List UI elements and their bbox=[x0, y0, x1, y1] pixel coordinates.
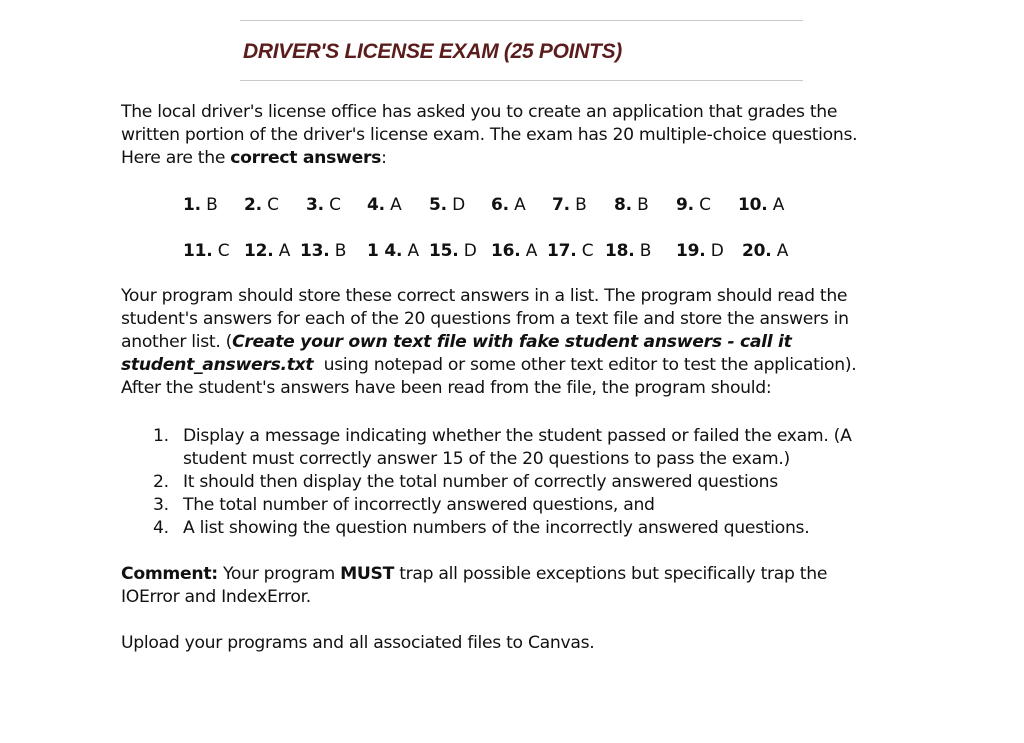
answer-letter: D bbox=[452, 195, 465, 215]
answer-letter: B bbox=[637, 195, 649, 215]
list-item-line: A list showing the question numbers of the incorrectly answered questions. bbox=[183, 518, 810, 538]
answer-item bbox=[306, 193, 341, 217]
program-paragraph bbox=[121, 285, 921, 400]
question-number: 16. bbox=[491, 241, 521, 261]
program-line bbox=[121, 331, 921, 354]
title-bottom-rule bbox=[240, 80, 803, 81]
question-number: 20. bbox=[742, 241, 772, 261]
answer-item bbox=[429, 239, 477, 263]
answer-item bbox=[547, 239, 593, 263]
program-line: After the student's answers have been read from the file, the program should: bbox=[121, 378, 772, 398]
comment-label: Comment: bbox=[121, 564, 218, 584]
requirements-list bbox=[148, 425, 938, 540]
list-item bbox=[148, 517, 938, 540]
answer-letter: A bbox=[776, 241, 789, 261]
answer-letter: B bbox=[206, 195, 218, 215]
comment-line: IOError and IndexError. bbox=[121, 587, 311, 607]
question-number: 7. bbox=[552, 195, 570, 215]
answer-item bbox=[614, 193, 649, 217]
question-number: 10. bbox=[738, 195, 768, 215]
question-number: 19. bbox=[676, 241, 706, 261]
answer-item bbox=[491, 193, 526, 217]
comment-paragraph bbox=[121, 563, 921, 609]
intro-paragraph bbox=[121, 101, 921, 170]
answer-letter: C bbox=[581, 241, 594, 261]
answer-item bbox=[367, 239, 419, 263]
program-text: using notepad or some other text editor to test the application). bbox=[313, 355, 857, 375]
comment-text: Your program bbox=[217, 564, 341, 584]
correct-answers-label: correct answers bbox=[230, 148, 382, 168]
answer-item bbox=[605, 239, 651, 263]
answer-letter: A bbox=[514, 195, 526, 215]
answer-letter: A bbox=[407, 241, 419, 261]
answer-item bbox=[742, 239, 788, 263]
answer-letter: A bbox=[278, 241, 291, 261]
answer-letter: C bbox=[329, 195, 341, 215]
program-line bbox=[121, 354, 921, 377]
answer-item bbox=[491, 239, 537, 263]
question-number: 13. bbox=[300, 241, 330, 261]
answer-letter: C bbox=[699, 195, 711, 215]
program-line: Your program should store these correct answers in a list. The program should read the bbox=[121, 286, 848, 306]
question-number: 11. bbox=[183, 241, 213, 261]
answer-letter: C bbox=[217, 241, 230, 261]
program-line: student's answers for each of the 20 questions from a text file and store the answers in bbox=[121, 309, 849, 329]
answer-item bbox=[183, 239, 229, 263]
answer-letter: A bbox=[772, 195, 785, 215]
answer-item bbox=[367, 193, 402, 217]
program-text: another list. ( bbox=[121, 332, 233, 352]
answer-letter: D bbox=[463, 241, 477, 261]
answer-item bbox=[429, 193, 465, 217]
list-marker: 1. bbox=[153, 426, 169, 446]
intro-line: written portion of the driver's license exam. The exam has 20 multiple-choice questions. bbox=[121, 125, 858, 145]
answer-item bbox=[552, 193, 587, 217]
comment-text: trap all possible exceptions but specifically trap the bbox=[394, 564, 828, 584]
question-number: 1 4. bbox=[367, 241, 403, 261]
upload-line: Upload your programs and all associated files to Canvas. bbox=[121, 633, 595, 653]
question-number: 18. bbox=[605, 241, 635, 261]
question-number: 1. bbox=[183, 195, 201, 215]
answer-item bbox=[676, 239, 724, 263]
answer-item bbox=[244, 239, 290, 263]
filename: student_answers.txt bbox=[121, 355, 314, 375]
question-number: 2. bbox=[244, 195, 262, 215]
must-emphasis: MUST bbox=[340, 564, 395, 584]
list-item bbox=[148, 494, 938, 517]
answer-item bbox=[244, 193, 279, 217]
answer-letter: A bbox=[390, 195, 402, 215]
list-item-line: The total number of incorrectly answered questions, and bbox=[183, 495, 655, 515]
list-marker: 2. bbox=[153, 472, 169, 492]
answer-letter: B bbox=[334, 241, 347, 261]
list-item bbox=[148, 425, 938, 471]
list-item-line: student must correctly answer 15 of the 20 questions to pass the exam.) bbox=[183, 449, 790, 469]
list-marker: 3. bbox=[153, 495, 169, 515]
question-number: 12. bbox=[244, 241, 274, 261]
upload-paragraph bbox=[121, 632, 921, 655]
question-number: 9. bbox=[676, 195, 694, 215]
intro-line: The local driver's license office has asked you to create an application that grades the bbox=[121, 102, 838, 122]
list-marker: 4. bbox=[153, 518, 169, 538]
question-number: 15. bbox=[429, 241, 459, 261]
intro-text: : bbox=[381, 148, 387, 168]
intro-text: Here are the bbox=[121, 148, 231, 168]
answer-item bbox=[738, 193, 784, 217]
answer-item bbox=[676, 193, 711, 217]
answer-item bbox=[300, 239, 346, 263]
question-number: 3. bbox=[306, 195, 324, 215]
title-top-rule bbox=[240, 20, 803, 21]
question-number: 5. bbox=[429, 195, 447, 215]
answer-letter: B bbox=[575, 195, 587, 215]
question-number: 17. bbox=[547, 241, 577, 261]
answer-item bbox=[183, 193, 218, 217]
list-item-line: It should then display the total number of correctly answered questions bbox=[183, 472, 778, 492]
intro-line bbox=[121, 147, 921, 170]
list-item-line: Display a message indicating whether the student passed or failed the exam. (A bbox=[183, 426, 852, 446]
answer-letter: C bbox=[267, 195, 279, 215]
answer-letter: B bbox=[639, 241, 652, 261]
question-number: 8. bbox=[614, 195, 632, 215]
page-title: DRIVER'S LICENSE EXAM (25 POINTS) bbox=[243, 40, 622, 63]
question-number: 4. bbox=[367, 195, 385, 215]
answer-letter: D bbox=[710, 241, 724, 261]
file-instruction: Create your own text file with fake student answers - call it bbox=[232, 332, 792, 352]
comment-line bbox=[121, 563, 921, 586]
list-item bbox=[148, 471, 938, 494]
answer-letter: A bbox=[525, 241, 538, 261]
question-number: 6. bbox=[491, 195, 509, 215]
